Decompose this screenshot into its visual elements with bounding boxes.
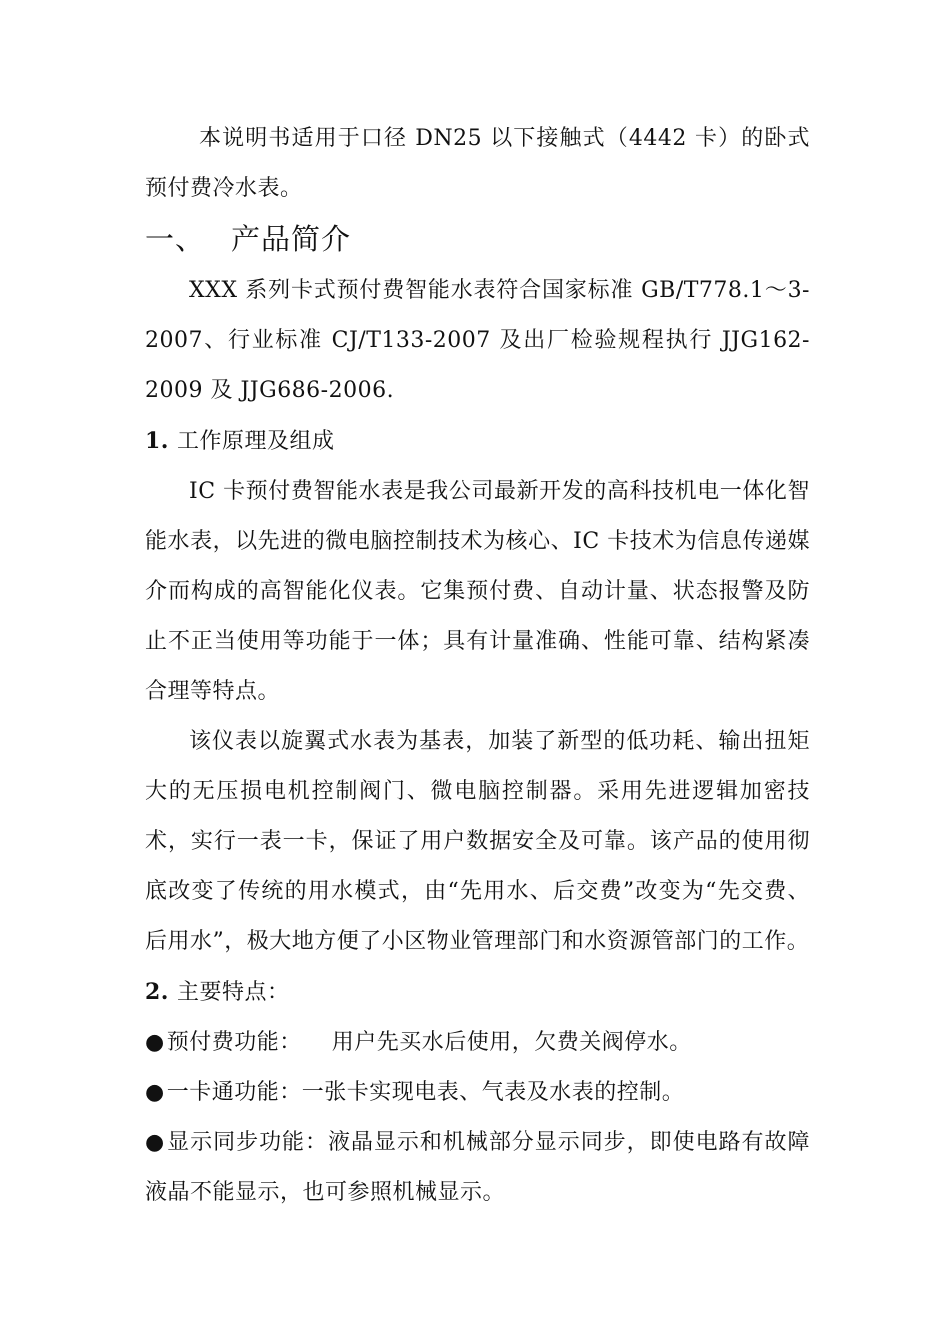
- subsection-title: 主要特点：: [176, 980, 290, 1005]
- feature-desc: 用户先买水后使用，欠费关阀停水。: [331, 1030, 692, 1055]
- feature-item-one-card: [145, 1068, 810, 1118]
- subsection-number: 1.: [145, 428, 169, 454]
- overview-paragraph: XXX 系列卡式预付费智能水表符合国家标准 GB/T778.1～3-2007、行业标准 CJ/T133-2007 及出厂检验规程执行 JJG162-2009 及 JJG686-2006.: [145, 278, 810, 403]
- subsection-heading-features: [145, 967, 810, 1018]
- bullet-icon: ●: [145, 1030, 165, 1055]
- intro-paragraph: 本说明书适用于口径 DN25 以下接触式（4442 卡）的卧式预付费冷水表。: [145, 126, 810, 201]
- structure-paragraph: 该仪表以旋翼式水表为基表，加装了新型的低功耗、输出扭矩大的无压损电机控制阀门、微电脑控制器。采用先进逻辑加密技术，实行一表一卡，保证了用户数据安全及可靠。该产品的使用彻底改变了传统的用水模式，由“先用水、后交费”改变为“先交费、后用水”，极大地方便了小区物业管理部门和水资源管部门的工作。: [145, 729, 810, 954]
- subsection-title: 工作原理及组成: [176, 429, 335, 454]
- subsection-heading-principle: [145, 416, 810, 467]
- feature-desc: 液晶显示和机械部分显示同步，即使电路有故障液晶不能显示，也可参照机械显示。: [145, 1130, 810, 1205]
- section-title: 产品简介: [231, 222, 352, 256]
- feature-desc: 一张卡实现电表、气表及水表的控制。: [301, 1080, 685, 1105]
- principle-paragraph: IC 卡预付费智能水表是我公司最新开发的高科技机电一体化智能水表，以先进的微电脑控制技术为核心、IC 卡技术为信息传递媒介而构成的高智能化仪表。它集预付费、自动计量、状态报警及防止不正当使用等功能于一体；具有计量准确、性能可靠、结构紧凑合理等特点。: [145, 479, 810, 704]
- feature-item-prepaid: [145, 1018, 810, 1068]
- section-heading: [145, 212, 810, 266]
- feature-name: 一卡通功能：: [166, 1080, 302, 1105]
- bullet-icon: ●: [145, 1130, 166, 1155]
- feature-name: 显示同步功能：: [167, 1130, 328, 1155]
- section-number: 一、: [145, 222, 206, 256]
- document-page: [145, 114, 810, 1218]
- feature-item-display-sync: [145, 1118, 810, 1218]
- subsection-number: 2.: [145, 979, 169, 1005]
- bullet-icon: ●: [145, 1080, 165, 1105]
- feature-name: 预付费功能：: [166, 1030, 302, 1055]
